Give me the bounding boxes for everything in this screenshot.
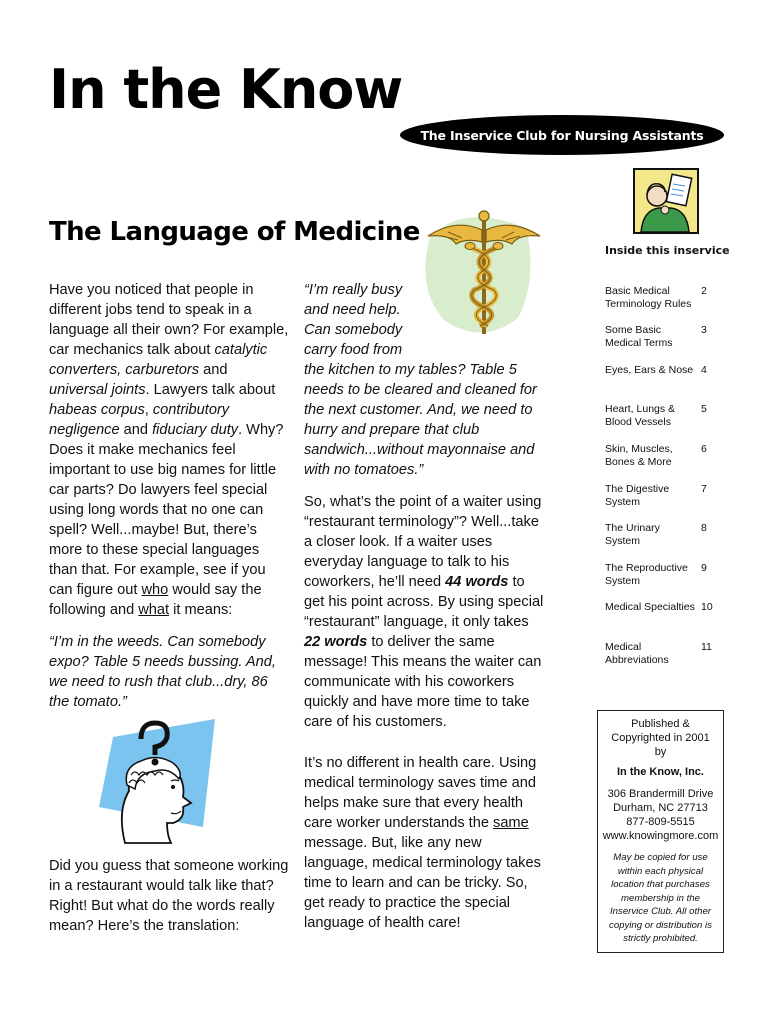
tagline-banner [400,115,724,155]
restaurant-quote: “I’m in the weeds. Can somebody expo? Table 5 needs bussing. And, we need to rush that club...dry, 86 the tomato.” [49,634,276,710]
toc-item[interactable] [605,562,720,588]
publisher-address: 306 Brandermill Drive [607,788,714,800]
text-run: message. But, like any new language, medical terminology takes time to learn and can be tricky. So, get ready to practice the special language of health care! [304,835,541,931]
text-run: It’s no different in health care. Using medical terminology saves time and helps make sure that every health care worker understands the [304,755,537,831]
masthead-title: In the Know [49,58,403,121]
toc-item-label: The Reproductive System [605,562,688,587]
copyright-notice: May be copied for use within each physical location that purchases membership in the Inservice Club. All other copying or distribution is strictly prohibited. [609,852,712,944]
toc-item-page: 6 [701,443,707,455]
toc-item[interactable] [605,324,720,350]
toc-item[interactable] [605,601,720,614]
text-run: catalytic converters, carburetors [49,342,268,378]
toc-item-page: 2 [701,285,707,297]
intro-paragraph [49,280,289,620]
text-run: . Lawyers talk about [145,382,276,398]
text-run: Have you noticed that people in different jobs tend to speak in a language all their own? For example, car mechanics talk about [49,282,289,358]
toc-item-label: Medical Abbreviations [605,641,669,666]
publisher-box [597,710,724,953]
text-run: universal joints [49,382,146,398]
text-run: and [199,362,228,378]
toc-item-page: 5 [701,403,707,415]
text-run: . Why? Does it make mechanics feel important to use big names for little car parts? Do lawyers feel special using long words that no one can spell? Well...maybe! But, there’s more to these special languages than that. For example, see if you can figure out [49,422,284,598]
publisher-line: Copyrighted in 2001 [611,732,710,744]
text-run: contributory negligence [49,402,230,438]
text-run: would say the following and [49,582,262,618]
translation-intro-paragraph: Did you guess that someone working in a restaurant would talk like that? Right! But what do the words really mean? Here’s the translation: [49,858,289,934]
translation-quote-part2: the kitchen to my tables? Table 5 needs to be cleared and cleaned for the next customer. And, we need to hurry and prepare that club sandwich...without mayonnaise and with no tomatoes.” [304,362,537,478]
toc-item[interactable] [605,403,720,429]
toc-item-page: 10 [701,601,713,613]
text-run: who [141,582,169,598]
thinking-person-question-icon [97,715,217,850]
sidebar-title: Inside this inservice [605,244,730,257]
article-headline: The Language of Medicine [49,217,420,247]
toc-item[interactable] [605,285,720,311]
toc-item[interactable] [605,641,720,667]
toc-item-label: Basic Medical Terminology Rules [605,285,692,310]
toc-item[interactable] [605,483,720,509]
text-run: same [493,815,529,831]
tagline-text: The Inservice Club for Nursing Assistants [420,127,704,143]
text-run: habeas corpus [49,402,145,418]
publisher-phone: 877-809-5515 [626,816,695,828]
publisher-city: Durham, NC 27713 [613,802,708,814]
text-run: fiduciary duty [152,422,239,438]
toc-item-label: The Urinary System [605,522,660,547]
toc-item-page: 8 [701,522,707,534]
toc-item-label: Skin, Muscles, Bones & More [605,443,673,468]
publisher-company: In the Know, Inc. [617,766,704,778]
text-run: So, what’s the point of a waiter using “restaurant terminology”? Well...take a closer look. If a waiter uses everyday language to talk to his coworkers, he’ll need [304,494,542,590]
toc-item-label: Some Basic Medical Terms [605,324,673,349]
toc-item-label: Heart, Lungs & Blood Vessels [605,403,676,428]
text-run: to get his point across. By using special “restaurant” language, it only takes [304,574,544,630]
toc-item[interactable] [605,443,720,469]
nurse-reading-chart-icon [633,168,699,239]
publisher-website-link[interactable]: www.knowingmore.com [602,830,719,842]
text-run: it means: [169,602,233,618]
publisher-line: by [654,746,667,758]
emphasis-22-words: 22 words [304,634,368,650]
toc-item-page: 3 [701,324,707,336]
toc-item-page: 4 [701,364,707,376]
toc-item-label: Eyes, Ears & Nose [605,364,694,376]
toc-item-page: 11 [701,641,712,653]
text-run: and [119,422,153,438]
publisher-line: Published & [631,718,690,730]
toc-item-label: The Digestive System [605,483,670,508]
waiter-paragraph [304,492,544,732]
text-run: what [138,602,170,618]
health-care-paragraph [304,753,544,933]
toc-item-page: 9 [701,562,707,574]
text-run: to deliver the same message! This means the waiter can communicate with his coworkers quickly and have more time to take care of his customers. [304,634,542,730]
translation-quote-part1: “I’m really busy and need help. Can somebody carry food from [304,282,403,358]
toc-item[interactable] [605,522,720,548]
text-run: , [144,402,153,418]
toc-item-label: Medical Specialties [605,601,695,613]
caduceus-icon [422,208,544,348]
emphasis-44-words: 44 words [445,574,509,590]
toc-item[interactable] [605,364,720,377]
toc-item-page: 7 [701,483,707,495]
